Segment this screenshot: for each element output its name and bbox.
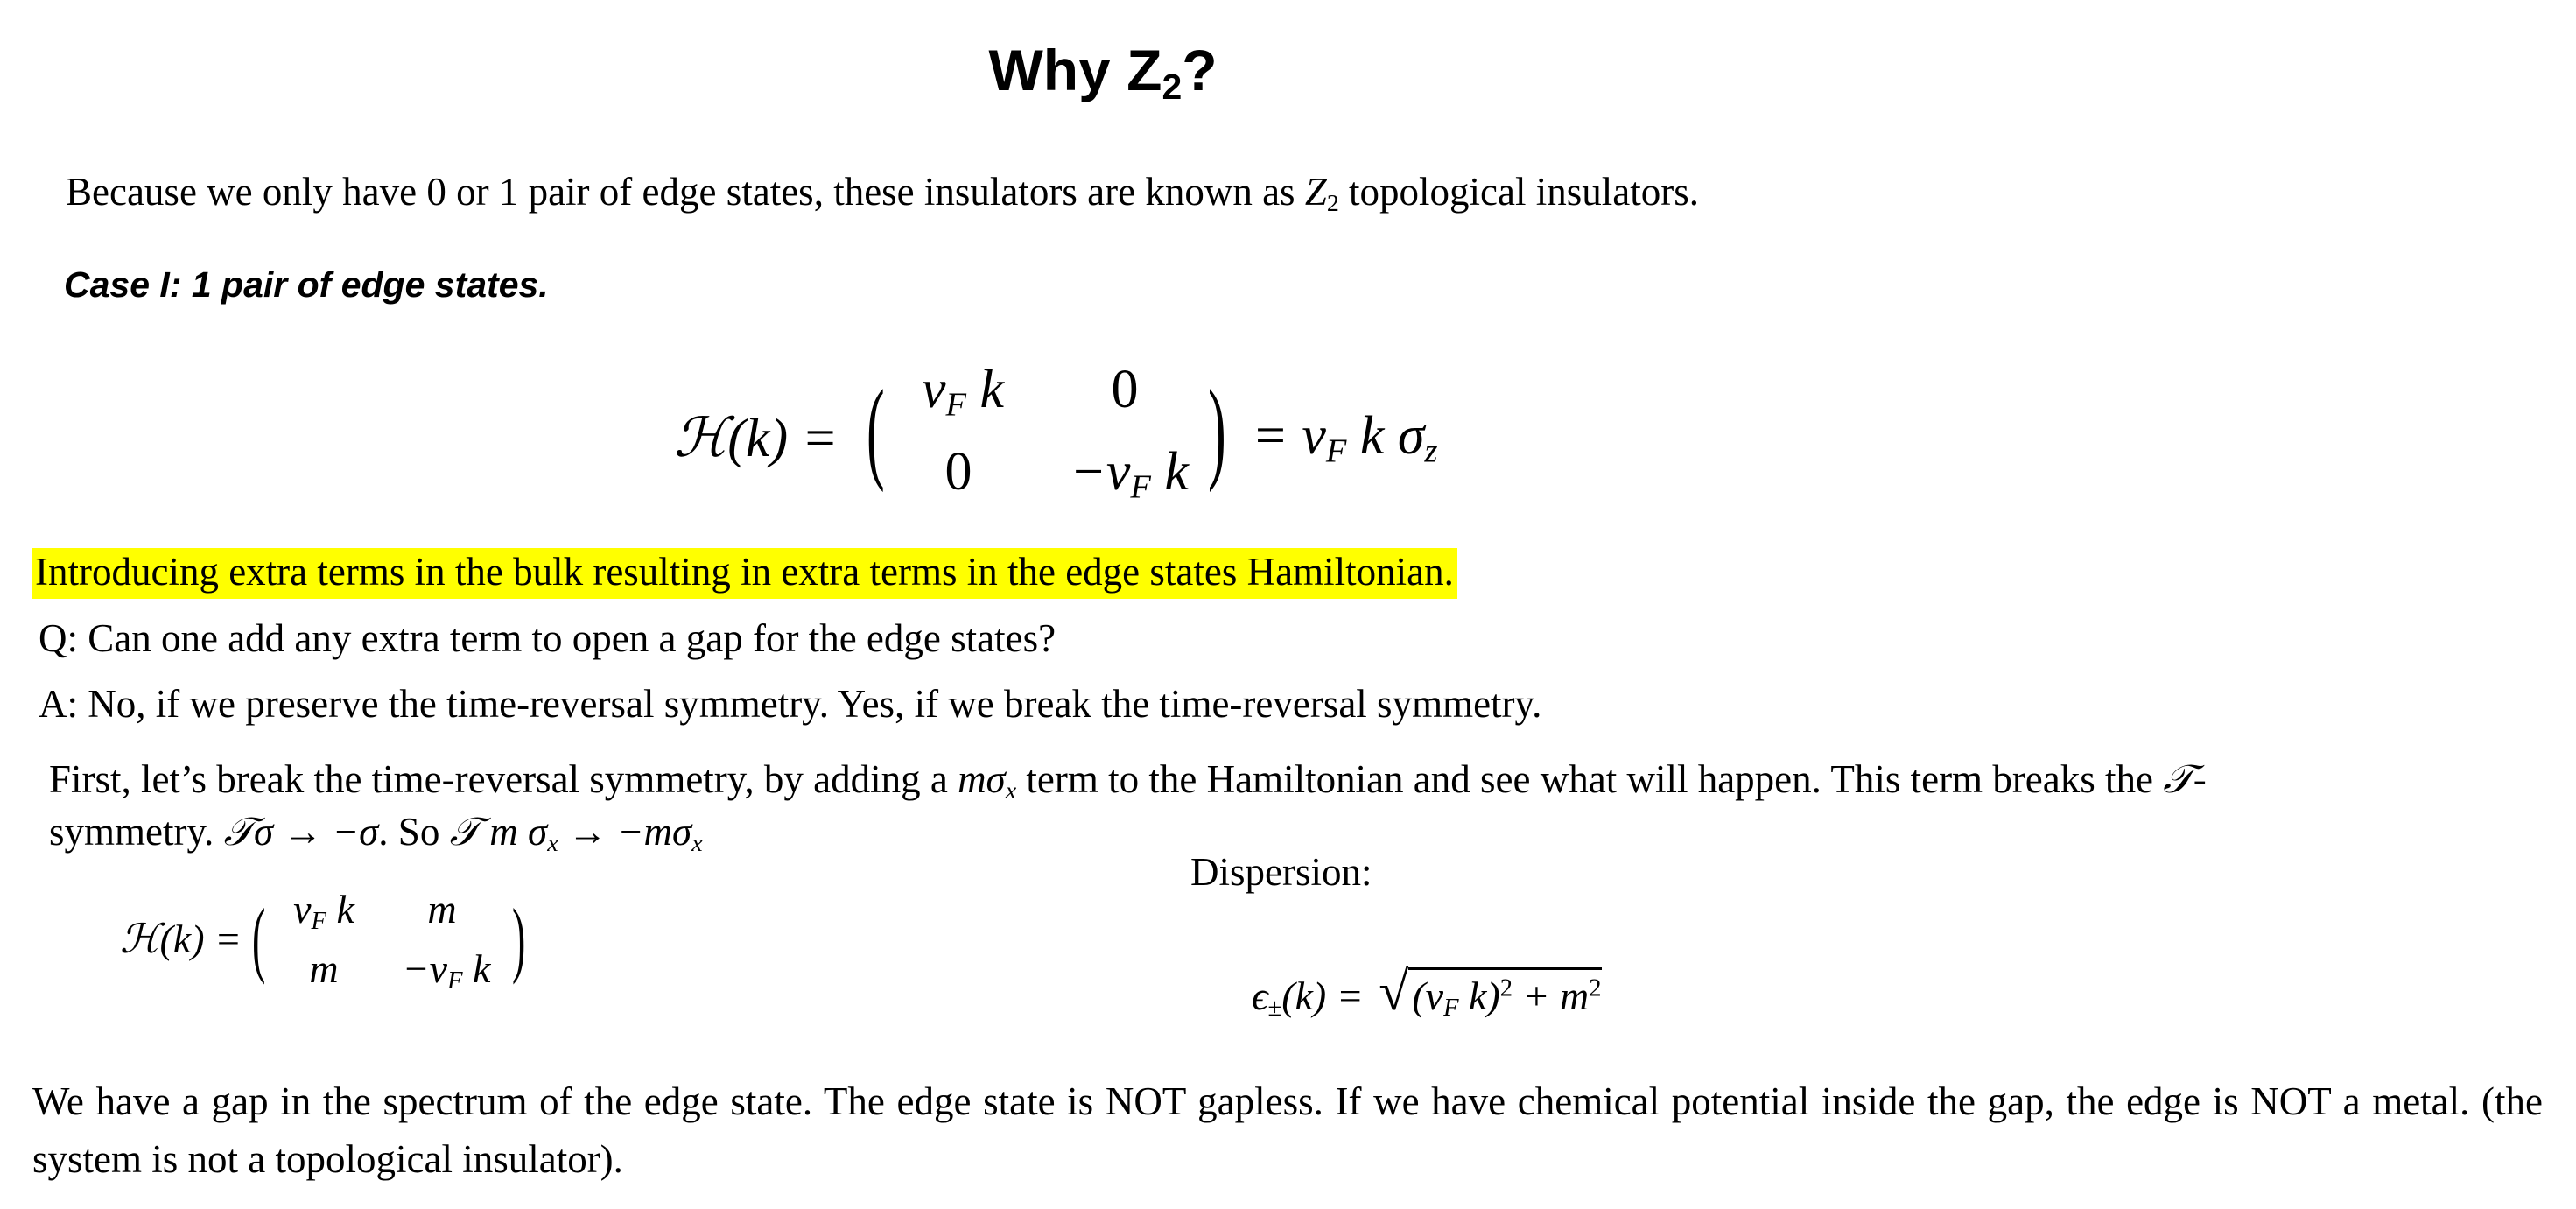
conclusion-paragraph: We have a gap in the spectrum of the edge state. The edge state is NOT gapless. If we have chemical potential inside the gap, the edge is NOT a metal. (the system is not a topological insulator).	[32, 1079, 2543, 1181]
answer-line: A: No, if we preserve the time-reversal symmetry. Yes, if we break the time-reversal symmetry.	[39, 682, 1542, 726]
page-title: Why $Z_2$?	[988, 38, 1218, 108]
case-heading: Case I: 1 pair of edge states.	[64, 264, 549, 305]
dispersion-equation: $\epsilon_\pm(k) = √(v_F$ $k)^2 + m^2$	[1252, 962, 1602, 1023]
question-line: Q: Can one add any extra term to open a gap for the edge states?	[39, 616, 1056, 660]
eq1-rhs: = $v_F$ k $\sigma_z$	[1252, 406, 1438, 470]
eq2-right-paren: )	[512, 890, 526, 986]
eq1-m21: 0	[944, 442, 972, 502]
eq1-right-paren: )	[1208, 369, 1226, 494]
eq2-m21: m	[309, 946, 339, 991]
eq1-m11: $v_F$ k	[921, 360, 1005, 424]
dispersion-label: Dispersion:	[1190, 850, 1372, 894]
intro-paragraph: Because we only have 0 or 1 pair of edge states, these insulators are known as $Z_2$ topological insulators.	[66, 170, 1699, 217]
eq1-left-paren: (	[867, 369, 885, 494]
eq2-lhs: ℋ(k) =	[120, 917, 242, 961]
eq2-m11: $v_F$ k	[293, 887, 354, 936]
eq2-m12: m	[427, 887, 457, 931]
eq2-m22: $-v_F$ k	[402, 946, 491, 995]
eq2-left-paren: (	[252, 890, 266, 986]
eq1-lhs: ℋ(k) =	[674, 409, 839, 468]
eq1-m12: 0	[1111, 360, 1139, 419]
tr-line-1: First, let’s break the time-reversal symmetry, by adding a $m\sigma_x$ term to the Hamiltonian and see what will happen. This term breaks the 𝒯-	[49, 757, 2207, 805]
eq1-m22: $-v_F$ k	[1070, 442, 1189, 506]
tr-line-2: symmetry. 𝒯σ → −σ. So 𝒯 m $\sigma_x \to -m\sigma_x$	[49, 809, 703, 857]
highlighted-statement: Introducing extra terms in the bulk resulting in extra terms in the edge states Hamiltonian.	[32, 549, 1457, 594]
